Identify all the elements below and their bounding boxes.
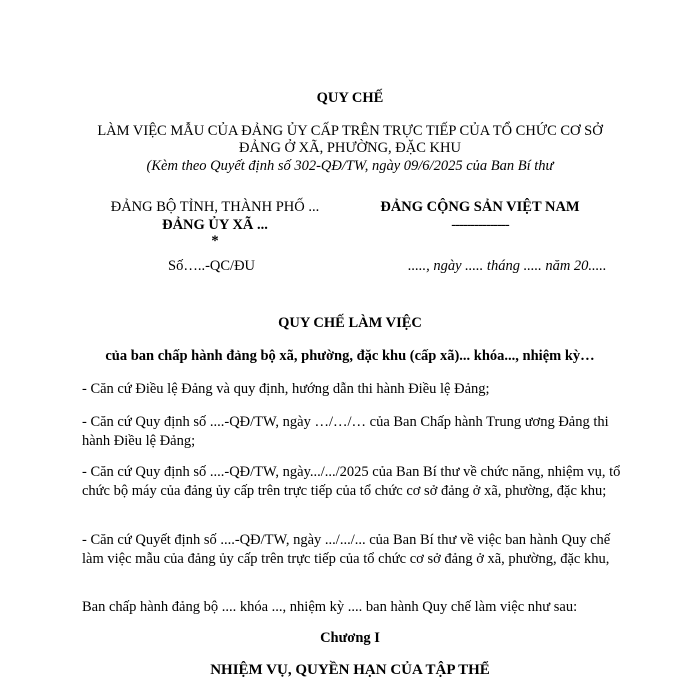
paragraph-basis-charter: - Căn cứ Điều lệ Đảng và quy định, hướng dẫn thi hành Điều lệ Đảng; (82, 381, 490, 397)
chapter-heading: Chương I (320, 630, 380, 646)
org-line-province: ĐẢNG BỘ TỈNH, THÀNH PHỐ ... (110, 199, 320, 215)
star-mark: * (211, 233, 219, 249)
paragraph-basis-secretariat-regulation: - Căn cứ Quy định số ....-QĐ/TW, ngày.../.../2025 của Ban Bí thư về chức năng, nhiệm vụ, tổ chức bộ máy của đảng ủy cấp trên trực tiếp của tổ chức cơ sở đảng ở xã, phường, đặc khu; (82, 464, 621, 499)
attachment-note: (Kèm theo Quyết định số 302-QĐ/TW, ngày 09/6/2025 của Ban Bí thư (146, 158, 554, 174)
paragraph-basis-decision: - Căn cứ Quyết định số ....-QĐ/TW, ngày .../.../... của Ban Bí thư về việc ban hành Quy chế làm việc mẫu của đảng ủy cấp trên trực tiếp của tổ chức cơ sở đảng ở xã, phường, đặc khu, (82, 532, 611, 567)
main-title: QUY CHẾ LÀM VIỆC (278, 315, 422, 331)
main-subtitle: của ban chấp hành đảng bộ xã, phường, đặc khu (cấp xã)... khóa..., nhiệm kỳ… (105, 348, 595, 364)
document-subtitle-line-1: LÀM VIỆC MẪU CỦA ĐẢNG ỦY CẤP TRÊN TRỰC TIẾP CỦA TỔ CHỨC CƠ SỞ (97, 123, 603, 139)
document-title: QUY CHẾ (316, 90, 384, 106)
party-name-block (360, 198, 600, 234)
chapter-title: NHIỆM VỤ, QUYỀN HẠN CỦA TẬP THỂ (210, 662, 490, 678)
party-name-divider: --------------- (451, 217, 509, 233)
org-line-commune: ĐẢNG ỦY XÃ ... (162, 217, 268, 233)
issuing-org-block (95, 198, 335, 248)
document-subtitle-line-2: ĐẢNG Ở XÃ, PHƯỜNG, ĐẶC KHU (239, 140, 461, 156)
date-line: ....., ngày ..... tháng ..... năm 20..... (408, 258, 607, 274)
document-number: Số…..-QC/ĐU (168, 258, 256, 274)
party-name: ĐẢNG CỘNG SẢN VIỆT NAM (380, 199, 580, 215)
paragraph-basis-central-regulation: - Căn cứ Quy định số ....-QĐ/TW, ngày …/…/… của Ban Chấp hành Trung ương Đảng thi hành Điều lệ Đảng; (82, 414, 609, 449)
paragraph-promulgation: Ban chấp hành đảng bộ .... khóa ..., nhiệm kỳ .... ban hành Quy chế làm việc như sau: (82, 599, 578, 615)
